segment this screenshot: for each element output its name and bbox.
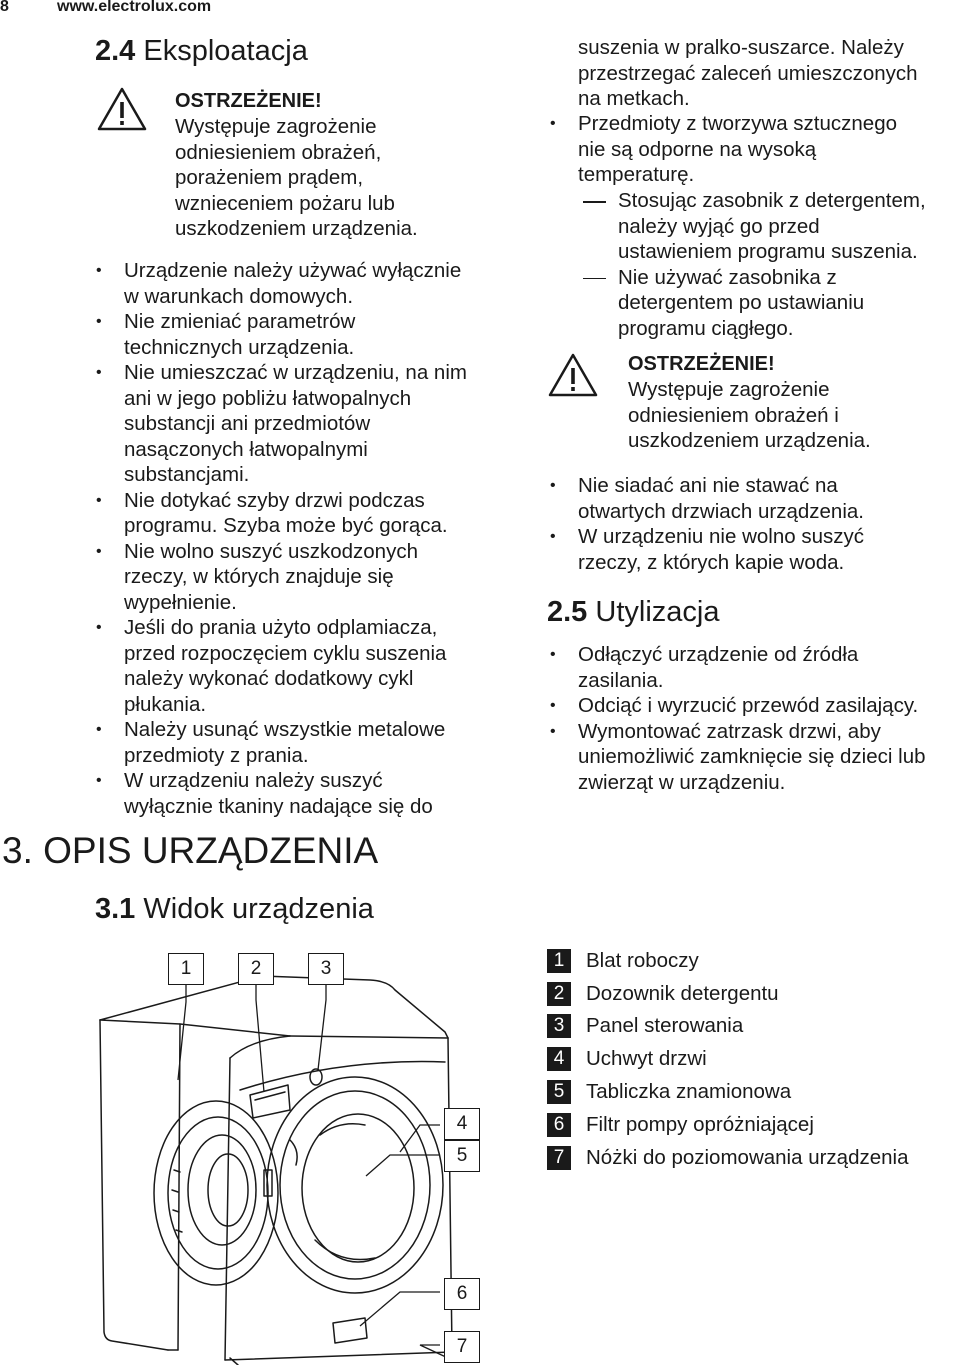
legend-text: Dozownik detergentu	[586, 982, 779, 1005]
plastic-bullet-list	[578, 111, 958, 188]
list-item: • Odłączyć urządzenie od źródła zasilania.	[578, 642, 960, 693]
disposal-bullet-list	[578, 642, 960, 795]
legend-text: Panel sterowania	[586, 1014, 744, 1037]
list-item: • W urządzeniu nie wolno suszyć rzeczy, z których kapie woda.	[578, 524, 958, 575]
list-item: • Odciąć i wyrzucić przewód zasilający.	[578, 693, 960, 719]
legend-number: 3	[547, 1014, 571, 1038]
legend-item	[547, 1146, 909, 1170]
list-item: Stosując zasobnik z detergentem, należy wyjąć go przed ustawieniem programu suszenia.	[618, 188, 958, 265]
list-item: • Należy usunąć wszystkie metalowe przedmioty z prania.	[124, 717, 524, 768]
text-line: suszenia w pralko-suszarce. Należy	[578, 36, 904, 59]
usage-bullet-list	[124, 258, 524, 819]
warning-line: porażeniem prądem,	[175, 166, 364, 189]
figure-label-7: 7	[444, 1331, 480, 1363]
list-item: • Urządzenie należy używać wyłącznie w warunkach domowych.	[124, 258, 524, 309]
warning-line: Występuje zagrożenie	[628, 378, 830, 401]
legend-item	[547, 1113, 814, 1137]
legend-text: Filtr pompy opróżniającej	[586, 1113, 814, 1136]
figure-label-3: 3	[308, 953, 344, 985]
warning-text	[175, 114, 475, 242]
warning-icon	[547, 352, 599, 398]
list-item: • Nie zmieniać parametrów technicznych urządzenia.	[124, 309, 524, 360]
warning-box-right	[628, 351, 948, 454]
section-number: 2.5	[547, 596, 588, 628]
list-item: • Nie umieszczać w urządzeniu, na nim ani w jego pobliżu łatwopalnych substancji ani przedmiotów nasączonych łatwopalnymi substancjami.	[124, 360, 524, 488]
warning-icon	[96, 86, 148, 132]
legend-item	[547, 1014, 744, 1038]
legend-number: 6	[547, 1113, 571, 1137]
warning-line: wznieceniem pożaru lub	[175, 191, 395, 215]
section-title-3-1	[95, 892, 374, 926]
figure-label-1: 1	[168, 953, 204, 985]
warning-line: odniesieniem obrażeń i	[628, 403, 839, 427]
legend-number: 7	[547, 1146, 571, 1170]
list-item: • Wymontować zatrzask drzwi, aby uniemożliwić zamknięcie się dzieci lub zwierząt w urządzeniu.	[578, 719, 960, 796]
figure-label-2: 2	[238, 953, 274, 985]
warning-line: Występuje zagrożenie	[175, 115, 377, 138]
section-title-text: Utylizacja	[595, 596, 720, 628]
warning-line: odniesieniem obrażeń,	[175, 140, 382, 164]
list-item: • Jeśli do prania użyto odplamiacza, przed rozpoczęciem cyklu suszenia należy wykonać dodatkowy cykl płukania.	[124, 615, 524, 717]
legend-text: Tabliczka znamionowa	[586, 1080, 792, 1103]
warning-box-left	[175, 88, 475, 242]
door-bullet-list	[578, 473, 958, 575]
legend-number: 4	[547, 1047, 571, 1071]
figure-label-4: 4	[444, 1108, 480, 1140]
legend-text: Uchwyt drzwi	[586, 1047, 707, 1070]
warning-line: uszkodzeniem urządzenia.	[175, 217, 418, 240]
legend-text: Nóżki do poziomowania urządzenia	[586, 1146, 909, 1169]
legend-item	[547, 1080, 792, 1104]
list-item: • Nie siadać ani nie stawać na otwartych drzwiach urządzenia.	[578, 473, 958, 524]
continuation-text	[578, 35, 958, 112]
list-item: Nie używać zasobnika z detergentem po ustawianiu programu ciągłego.	[618, 265, 958, 342]
legend-number: 2	[547, 982, 571, 1006]
section-title-2-5	[547, 595, 719, 629]
section-title-text: Eksploatacja	[143, 35, 308, 67]
figure-label-6: 6	[444, 1278, 480, 1310]
text-line: na metkach.	[578, 87, 690, 110]
section-number: 3.1	[95, 893, 136, 925]
section-title-text: Widok urządzenia	[143, 893, 374, 925]
legend-item	[547, 949, 699, 973]
legend-text: Blat roboczy	[586, 949, 699, 972]
figure-label-5: 5	[444, 1140, 480, 1172]
chapter-title: 3. OPIS URZĄDZENIA	[2, 830, 379, 871]
section-title-2-4	[95, 34, 308, 68]
legend-number: 5	[547, 1080, 571, 1104]
legend-item	[547, 1047, 707, 1071]
legend-number: 1	[547, 949, 571, 973]
text-line: przestrzegać zaleceń umieszczonych	[578, 61, 918, 85]
page-number: 8	[0, 0, 9, 15]
warning-heading: OSTRZEŻENIE!	[628, 353, 775, 375]
dash-list	[618, 188, 958, 341]
header-url: www.electrolux.com	[57, 0, 212, 15]
list-item: • W urządzeniu należy suszyć wyłącznie tkaniny nadające się do	[124, 768, 524, 819]
warning-line: uszkodzeniem urządzenia.	[628, 429, 871, 452]
list-item: • Przedmioty z tworzywa sztucznego nie są odporne na wysoką temperaturę.	[578, 111, 958, 188]
warning-heading: OSTRZEŻENIE!	[175, 90, 322, 112]
legend-item	[547, 982, 779, 1006]
list-item: • Nie dotykać szyby drzwi podczas programu. Szyba może być gorąca.	[124, 488, 524, 539]
list-item: • Nie wolno suszyć uszkodzonych rzeczy, w których znajduje się wypełnienie.	[124, 539, 524, 616]
section-number: 2.4	[95, 35, 136, 67]
